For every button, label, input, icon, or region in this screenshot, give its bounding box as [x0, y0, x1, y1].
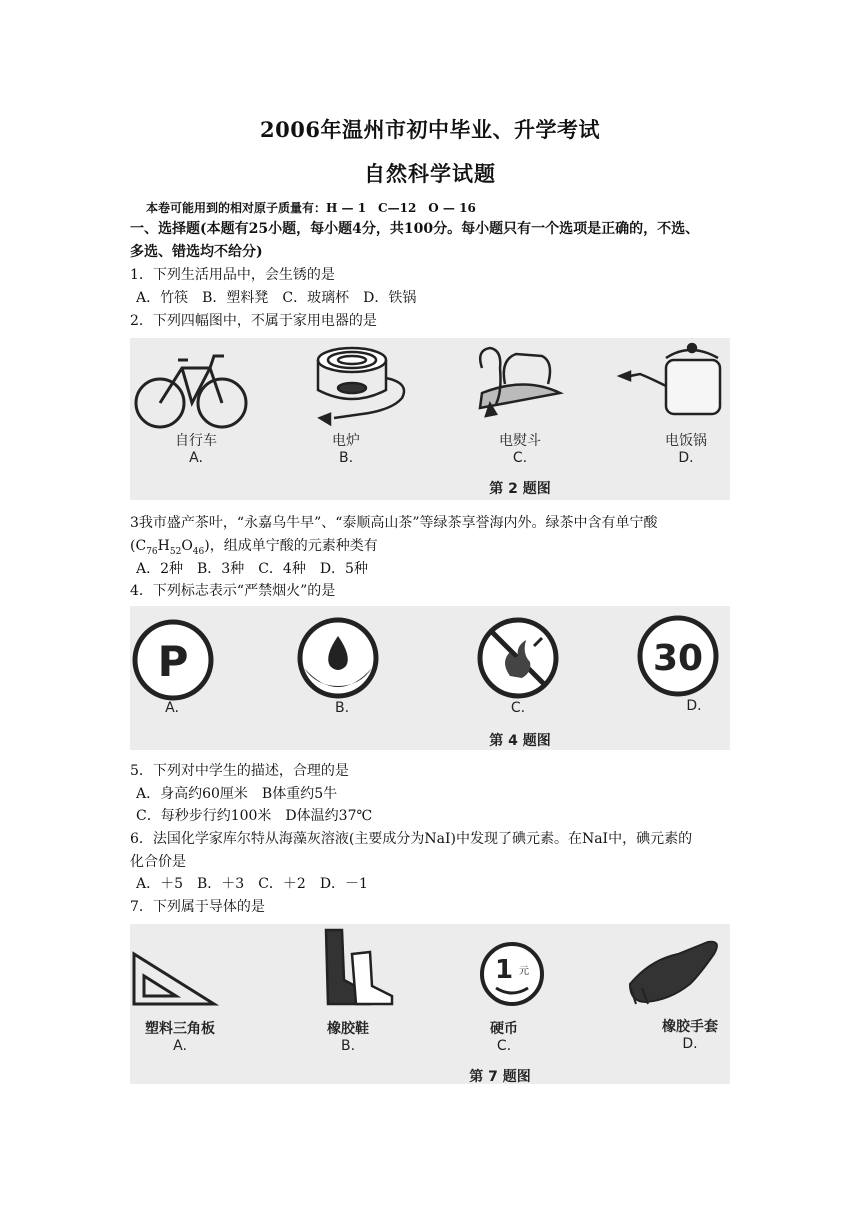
parking-sign-letter: P — [157, 637, 189, 686]
q7-label-b: 橡胶鞋 — [327, 1021, 369, 1037]
atomic-mass-note: 本卷可能用到的相对原子质量有：H — 1 C—12 O — 16 — [146, 201, 476, 215]
coin-unit: 元 — [519, 966, 529, 977]
q2-stem: 2．下列四幅图中，不属于家用电器的是 — [130, 313, 377, 329]
q3-formula-sub3: 46 — [192, 546, 205, 557]
coin-icon — [482, 944, 542, 1004]
bicycle-icon — [136, 356, 246, 427]
rubber-glove-icon — [630, 942, 717, 1004]
q4-stem: 4．下列标志表示“严禁烟火”的是 — [130, 583, 336, 599]
q7-stem: 7．下列属于导体的是 — [130, 899, 265, 915]
q2-figure-caption: 第 2 题图 — [489, 481, 551, 497]
triangle-ruler-icon — [134, 954, 214, 1004]
q2-label-a: 自行车 — [175, 433, 217, 449]
q3-formula-c: O — [181, 538, 193, 554]
q7-label-d: 橡胶手套 — [662, 1019, 718, 1035]
q7-letter-d: D. — [682, 1036, 698, 1052]
q4-letter-c: C. — [510, 700, 526, 716]
section-heading-line1: 一、选择题(本题有25小题，每小题4分，共100分。每小题只有一个选项是正确的，不选、 — [130, 221, 700, 237]
q4-figure-art — [130, 606, 730, 750]
q1-options: A．竹筷 B．塑料凳 C．玻璃杯 D．铁锅 — [136, 290, 417, 306]
speed-limit-number: 30 — [652, 638, 704, 679]
q4-letter-d: D. — [686, 698, 702, 714]
q2-label-c: 电熨斗 — [499, 433, 541, 449]
q7-label-c: 硬币 — [490, 1021, 518, 1037]
q3-formula-sub1: 76 — [146, 546, 158, 557]
q4-letter-b: B. — [334, 700, 350, 716]
speed-limit-sign-icon — [640, 618, 716, 694]
q3-formula-sub2: 52 — [169, 546, 182, 557]
q3-stem-line1: 3我市盛产茶叶，“永嘉乌牛早”、“泰顺高山茶”等绿茶享誉海内外。绿茶中含有单宁酸 — [130, 515, 658, 531]
q7-figure-art — [130, 924, 730, 1084]
q7-letter-a: A. — [173, 1038, 187, 1054]
electric-iron-icon — [480, 348, 560, 416]
q2-letter-a: A. — [189, 450, 203, 466]
q5-stem: 5．下列对中学生的描述，合理的是 — [130, 763, 349, 779]
q7-figure — [130, 924, 730, 1084]
q6-stem-line2: 化合价是 — [130, 854, 186, 870]
q3-formula-b: H — [157, 538, 170, 554]
parking-sign-icon — [135, 622, 211, 698]
q2-letter-d: D. — [678, 450, 694, 466]
q1-stem: 1．下列生活用品中，会生锈的是 — [130, 267, 335, 283]
water-drop-sign-icon — [300, 620, 376, 696]
rice-cooker-icon — [620, 344, 720, 414]
q5-options-line1: A．身高约60厘米 B体重约5牛 — [136, 786, 338, 802]
section-heading-line2: 多选、错选均不给分) — [130, 244, 263, 260]
q4-figure-caption: 第 4 题图 — [489, 733, 551, 749]
q4-figure — [130, 606, 730, 750]
rubber-boots-icon — [326, 930, 392, 1004]
no-fire-sign-icon — [480, 620, 556, 696]
q2-letter-b: B. — [338, 450, 354, 466]
q2-label-b: 电炉 — [332, 433, 360, 449]
exam-subtitle: 自然科学试题 — [364, 161, 496, 186]
q6-stem-line1: 6．法国化学家库尔特从海藻灰溶液(主要成分为NaI)中发现了碘元素。在NaI中，碘元素的 — [130, 831, 693, 847]
q6-options: A．＋5 B．＋3 C．＋2 D．－1 — [136, 876, 368, 892]
q2-label-d: 电饭锅 — [665, 433, 707, 449]
q7-letter-b: B. — [340, 1038, 356, 1054]
q2-figure-art — [130, 338, 730, 500]
q7-figure-caption: 第 7 题图 — [469, 1069, 531, 1084]
electric-stove-icon — [318, 348, 404, 424]
q3-options: A．2种 B．3种 C．4种 D．5种 — [136, 561, 368, 577]
q3-formula-a: (C — [130, 538, 147, 554]
q7-letter-c: C. — [496, 1038, 512, 1054]
q4-letter-a: A. — [165, 700, 179, 716]
exam-title: 2006年温州市初中毕业、升学考试 — [260, 117, 600, 142]
q7-label-a: 塑料三角板 — [145, 1021, 215, 1037]
q5-options-line2: C．每秒步行约100米 D体温约37℃ — [136, 808, 373, 824]
coin-value: 1 — [494, 955, 514, 985]
q2-figure — [130, 338, 730, 500]
q2-letter-c: C. — [512, 450, 528, 466]
q3-formula-d: )，组成单宁酸的元素种类有 — [204, 538, 378, 554]
